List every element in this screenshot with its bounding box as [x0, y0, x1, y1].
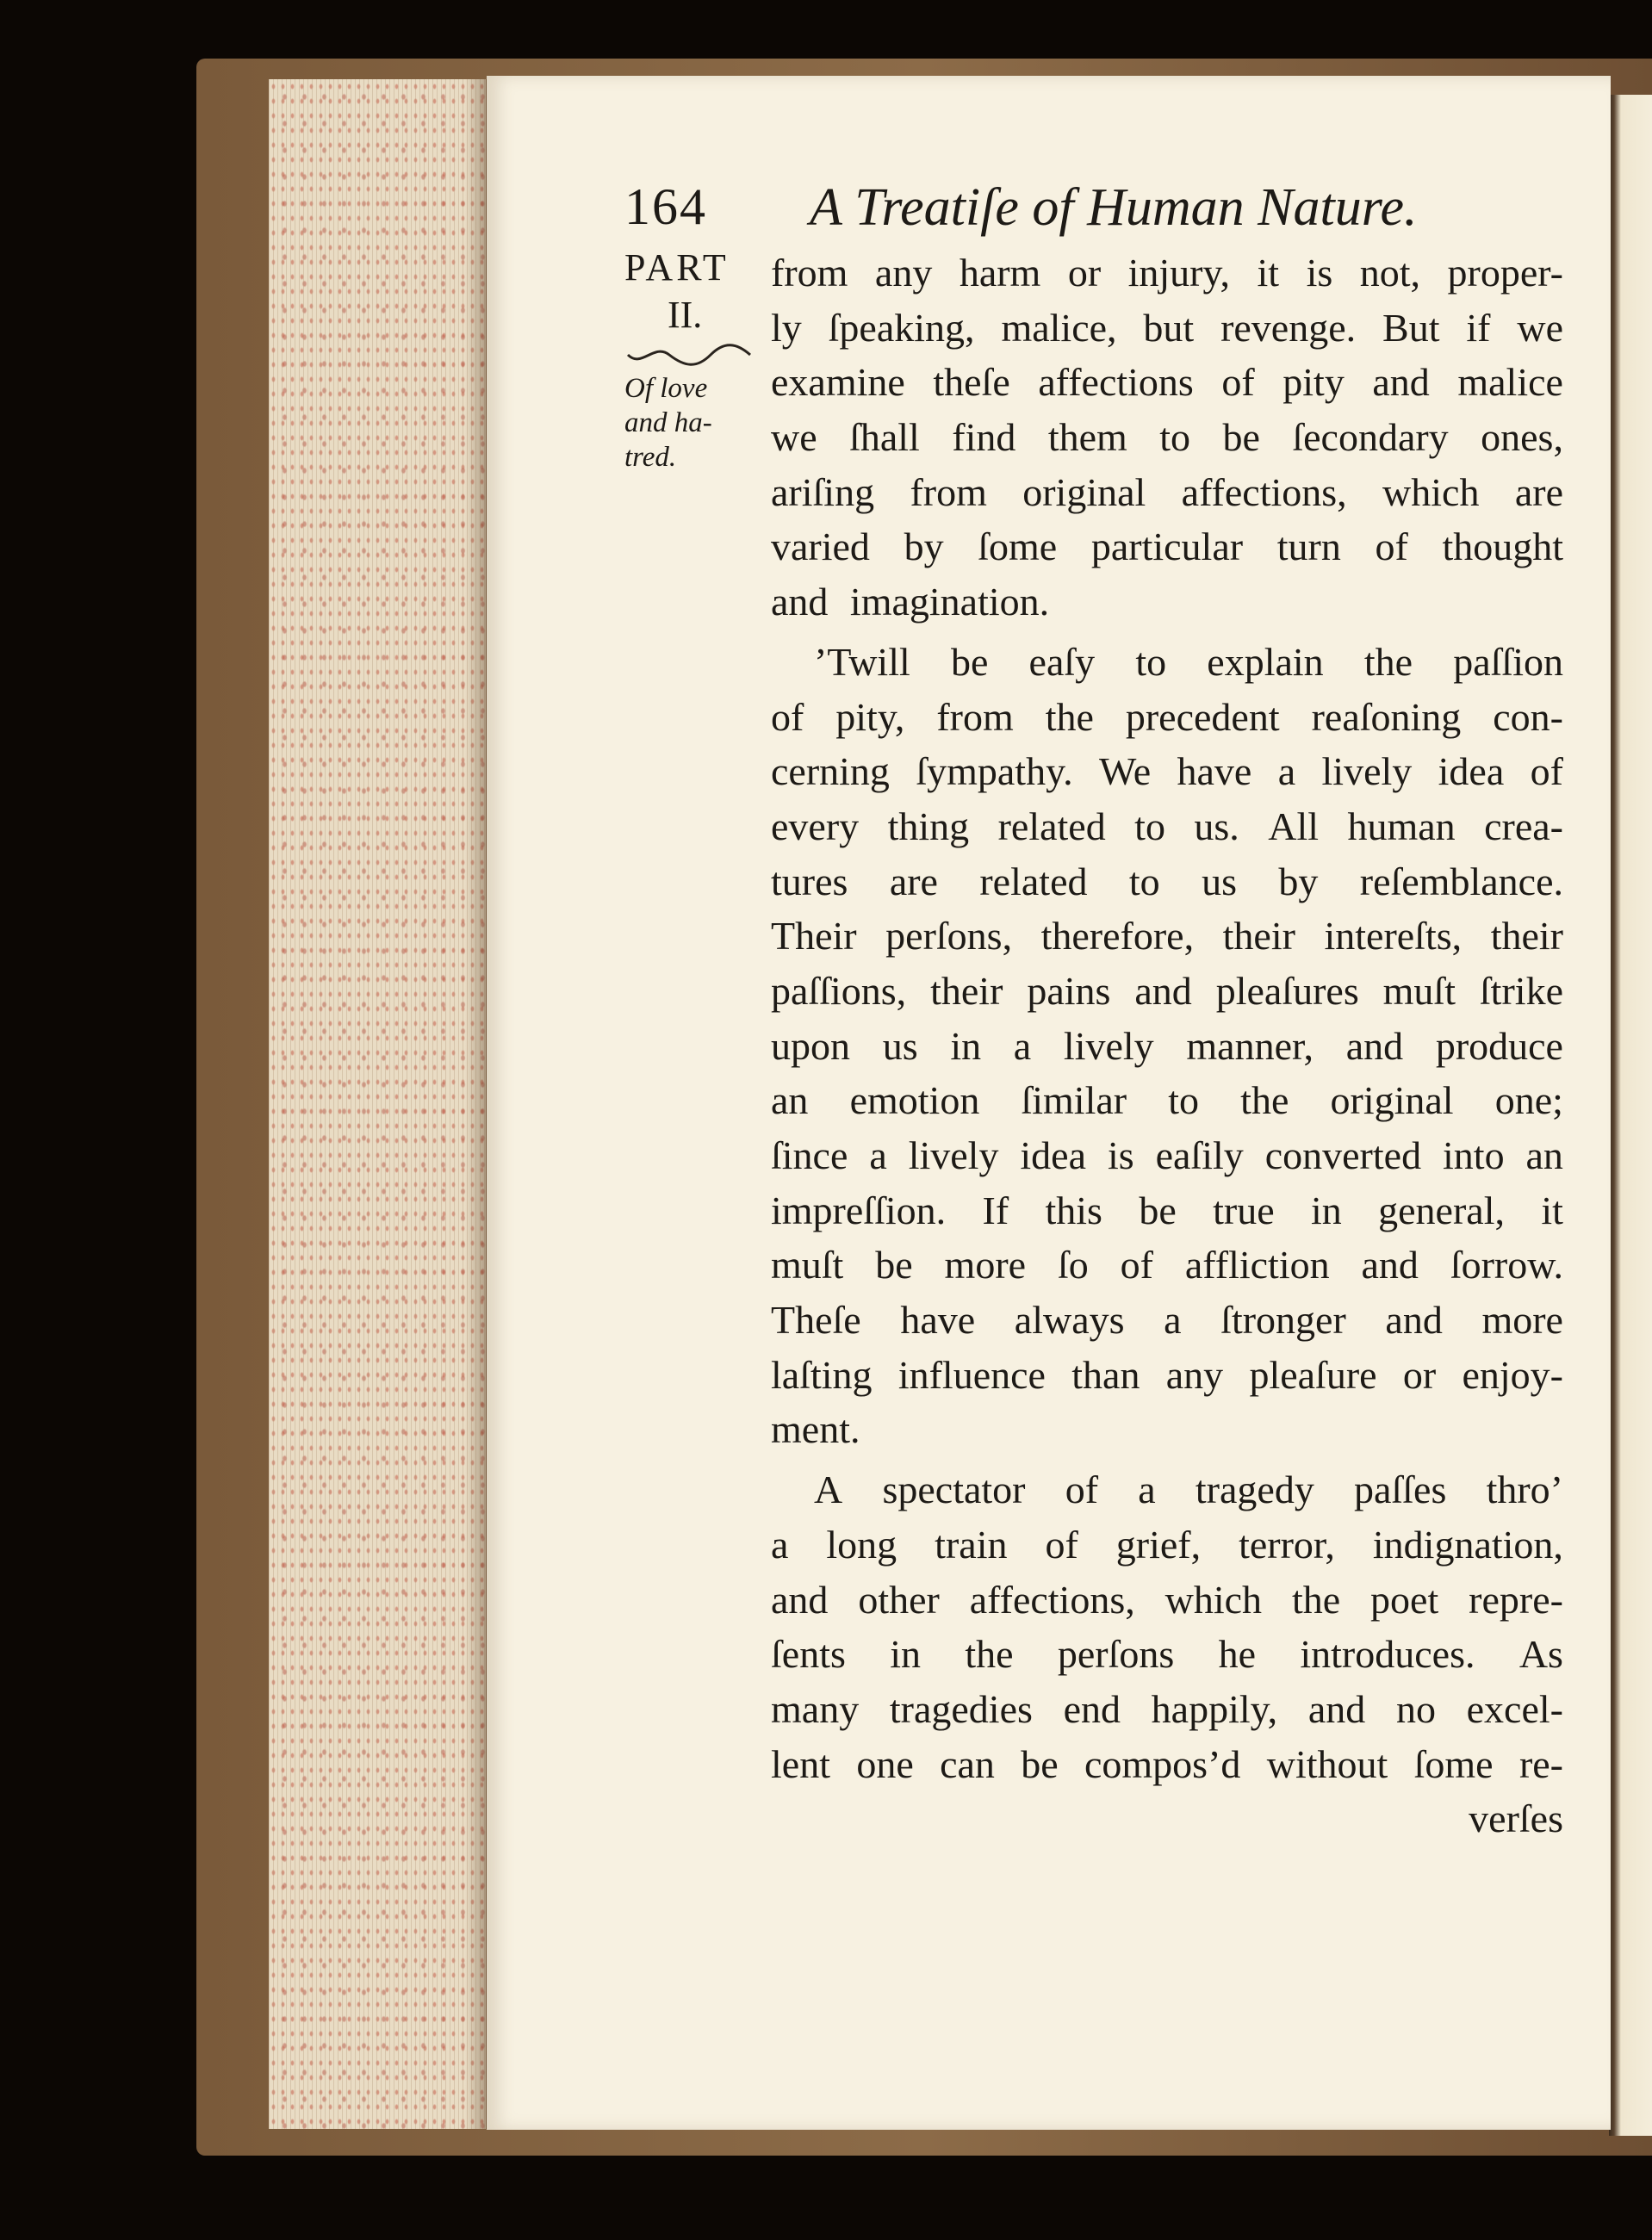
book-page	[487, 76, 1611, 2130]
text-line: impreſſion. If this be true in general, it	[771, 1188, 1563, 1232]
facing-page-edge	[1609, 95, 1652, 2136]
text-line: we ſhall find them to be ſecondary ones,	[771, 415, 1563, 460]
margin-part-number: II.	[668, 294, 703, 336]
text-line: and imagination.	[771, 580, 1050, 624]
page-fore-edge	[269, 79, 486, 2129]
text-line: tures are related to us by reſemblance.	[771, 859, 1563, 903]
text-line: and other affections, which the poet repre-	[771, 1577, 1563, 1622]
text-line: an emotion ſimilar to the original one;	[771, 1078, 1563, 1123]
margin-note-line: Of love	[624, 373, 708, 404]
catchword: verſes	[1469, 1796, 1563, 1841]
text-line: A spectator of a tragedy paſſes thro’	[814, 1467, 1563, 1512]
running-head	[624, 177, 1576, 238]
text-line: ſince a lively idea is eaſily converted into an	[771, 1133, 1563, 1177]
margin-note-line: tred.	[624, 442, 677, 473]
text-line: every thing related to us. All human crea-	[771, 804, 1563, 848]
margin-note	[624, 371, 736, 475]
margin-note-line: and ha-	[624, 407, 712, 438]
text-line: of pity, from the precedent reaſoning con-	[771, 694, 1563, 739]
body-text	[771, 245, 1563, 1846]
gutter-shadow	[465, 79, 489, 2129]
text-line: a long train of grief, terror, indignation,	[771, 1522, 1563, 1567]
text-line: ment.	[771, 1407, 860, 1452]
text-line: upon us in a lively manner, and produce	[771, 1023, 1563, 1068]
text-line: paſſions, their pains and pleaſures muſt ſtrike	[771, 968, 1563, 1013]
text-line: ſents in the perſons he introduces. As	[771, 1632, 1563, 1677]
margin-part-label: PART	[624, 246, 730, 289]
text-line: ariſing from original affections, which are	[771, 469, 1563, 514]
text-line: laſting influence than any pleaſure or enjoy-	[771, 1352, 1563, 1397]
text-line: muſt be more ſo of affliction and ſorrow.	[771, 1243, 1563, 1288]
text-line: Theſe have always a ſtronger and more	[771, 1298, 1563, 1343]
text-line: ly ſpeaking, malice, but revenge. But if we	[771, 305, 1563, 350]
text-line: many tragedies end happily, and no excel-	[771, 1686, 1563, 1731]
text-line: from any harm or injury, it is not, proper-	[771, 251, 1563, 295]
page-number: 164	[624, 178, 707, 235]
text-line: examine theſe affections of pity and malice	[771, 360, 1563, 405]
text-line: ’Twill be eaſy to explain the paſſion	[814, 639, 1563, 684]
text-line: cerning ſympathy. We have a lively idea of	[771, 749, 1563, 794]
ornament-swash	[624, 339, 754, 369]
text-line: Their perſons, therefore, their intereſts, their	[771, 914, 1563, 959]
book-title: A Treatiſe of Human Nature.	[810, 178, 1418, 237]
page-text	[487, 76, 1611, 2130]
text-line: lent one can be compos’d without ſome re-	[771, 1741, 1563, 1786]
text-line: varied by ſome particular turn of thought	[771, 524, 1563, 569]
